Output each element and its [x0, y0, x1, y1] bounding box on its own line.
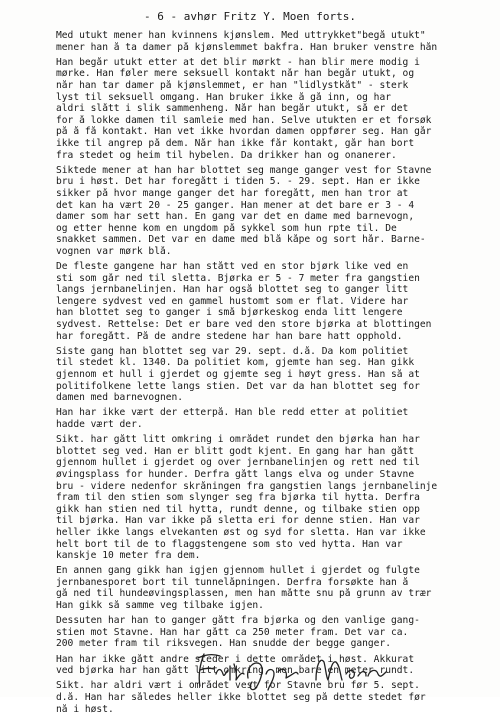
text-line: snakket sammen. Det var en dame med blå kåpe og sort hår. Barne-: [56, 234, 426, 246]
text-line: stien mot Stavne. Han har gått ca 250 meter fram. Det var ca.: [56, 626, 409, 638]
text-line: En annen gang gikk han igjen gjennom hullet i gjerdet og fulgte: [56, 565, 420, 577]
text-line: bru - videre nedenfor skråningen fra gangstien langs jernbanelinje: [56, 480, 438, 492]
text-line: og etter henne kom en ungdom på sykkel som hun rpte til. De: [56, 222, 397, 234]
text-line: sti som går ned til sletta. Bjørka er 5 - 7 meter fra gangstien: [56, 272, 420, 284]
text-line: ved bjørka har han gått litt omkring, men bare en meter rundt.: [56, 665, 415, 677]
document-body: [56, 30, 484, 719]
text-line: heller ikke langs elvekanten øst og syd for sletta. Han var ikke: [56, 526, 426, 538]
text-line: Siste gang han blottet seg var 29. sept. d.å. Da kom politiet: [56, 345, 409, 357]
text-line: sydvest. Rettelse: Det er bare ved den store bjørka at blottingen: [56, 319, 432, 331]
text-line: fra stedet og heim til hybelen. Da drikker han og onanerer.: [56, 149, 397, 161]
text-line: på å få kontakt. Han vet ikke hvordan damen oppfører seg. Han går: [56, 126, 432, 138]
paragraph: [56, 261, 484, 342]
text-line: helt bort til de to flaggstengene som sto ved hytta. Han var: [56, 538, 403, 550]
handwritten-signature: [190, 644, 390, 692]
paragraph: [56, 57, 484, 161]
text-line: gjennom et hull i gjerdet og gjemte seg i høyt gress. Han så at: [56, 369, 420, 380]
text-line: gjennom hullet i gjerdet og over jernbanelinjen og rett ned til: [56, 457, 420, 469]
text-line: gå ned til hundeøvingsplassen, men han måtte snu på grunn av trær: [56, 588, 432, 600]
text-line: øvingsplass for hunder. Derfra gått langs elva og under Stavne: [56, 468, 415, 480]
text-line: Dessuten har han to ganger gått fra bjørka og den vanlige gang-: [56, 615, 420, 627]
text-line: Sikt. har gått litt omkring i området rundet den bjørka han har: [56, 434, 420, 446]
text-line: ikke til angrep på dem. Når han ikke får kontakt, går han bort: [56, 137, 415, 149]
paragraph: [56, 407, 484, 430]
text-line: Han har ikke vært der etterpå. Han ble redd etter at politiet: [56, 407, 409, 419]
text-line: Siktede mener at han har blottet seg mange ganger vest for Stavne: [56, 164, 432, 176]
paragraph: [56, 165, 484, 258]
text-line: Han begår utukt etter at det blir mørkt - han blir mere modig i: [56, 56, 420, 68]
text-line: Han gikk så samme veg tilbake igjen.: [56, 600, 264, 612]
text-line: det kan ha vært 20 - 25 ganger. Han mener at det bare er 3 - 4: [56, 199, 415, 211]
paragraph: [56, 346, 484, 404]
text-line: mener han å ta damer på kjønslemmet bakfra. Han bruker venstre hån: [56, 41, 438, 53]
text-line: hadde vært der.: [56, 418, 143, 430]
text-line: De fleste gangene har han stått ved en stor bjørk like ved en: [56, 261, 409, 273]
text-line: Sikt. har aldri vært i området vest for Stavne bru før 5. sept.: [56, 680, 420, 692]
text-line: mørke. Han føler mere seksuell kontakt når han begår utukt, og: [56, 68, 415, 80]
paragraph: [56, 565, 484, 611]
text-line: jernbanesporet bort til tunnelåpningen. Derfra forsøkte han å: [56, 576, 409, 588]
text-line: til stedet kl. 1340. Da politiet kom, gjemte han seg. Han gikk: [56, 357, 415, 369]
text-line: d.å. Han har således heller ikke blottet seg på dette stedet før: [56, 692, 426, 703]
text-line: Med utukt mener han kvinnens kjønslem. Med uttrykket"begå utukt": [56, 30, 426, 41]
text-line: Han har ikke gått andre steder i dette området i høst. Akkurat: [56, 653, 415, 665]
text-line: damen med barnevognen.: [56, 392, 184, 404]
text-line: for å lokke damen til samleie med han. Selve utukten er et forsøk: [56, 114, 432, 126]
text-line: når han tar damer på kjønslemmet, er han "lidlystkåt" - sterk: [56, 79, 409, 91]
text-line: fram til den stien som slynger seg fra bjørka til hytta. Derfra: [56, 492, 420, 504]
text-line: lyst til seksuell omgang. Han bruker ikke å gå inn, og har: [56, 91, 392, 103]
text-line: sikker på hvor mange ganger det har foregått, men han tror at: [56, 187, 409, 199]
text-line: gikk han stien ned til hytta, rundt denne, og tilbake stien opp: [56, 503, 420, 515]
text-line: 200 meter fram til riksvegen. Han snudde der begge ganger.: [56, 638, 392, 650]
paragraph: [56, 30, 484, 53]
text-line: til bjørka. Han var ikke på sletta eri for denne stien. Han var: [56, 515, 420, 527]
text-line: damer som har sett han. En gang var det en dame med barnevogn,: [56, 211, 415, 223]
text-line: har foregått. På de andre stedene har han bare hatt opphold.: [56, 330, 403, 342]
paragraph: [56, 434, 484, 562]
text-line: blottet seg ved. Han er blitt godt kjent. En gang har han gått: [56, 445, 415, 457]
text-line: nå i høst.: [56, 703, 114, 715]
text-line: vognen var mørk blå.: [56, 245, 172, 257]
text-line: aldri slått i slik sammenheng. Når han begår utukt, så er det: [56, 103, 409, 115]
text-line: bru i høst. Det har foregått i tiden 5. - 29. sept. Han er ikke: [56, 176, 420, 188]
text-line: politifolkene lette langs stien. Det var da han blottet seg for: [56, 380, 420, 392]
text-line: langs jernbanelinjen. Han har også blottet seg to ganger litt: [56, 284, 409, 296]
page-header: - 6 - avhør Fritz Y. Moen forts.: [144, 10, 356, 23]
text-line: lengere sydvest ved en gammel hustomt som er flat. Videre har: [56, 295, 409, 307]
text-line: kanskje 10 meter fra dem.: [56, 550, 201, 562]
text-line: han blottet seg to ganger i små bjørkeskog enda litt lengere: [56, 307, 403, 319]
